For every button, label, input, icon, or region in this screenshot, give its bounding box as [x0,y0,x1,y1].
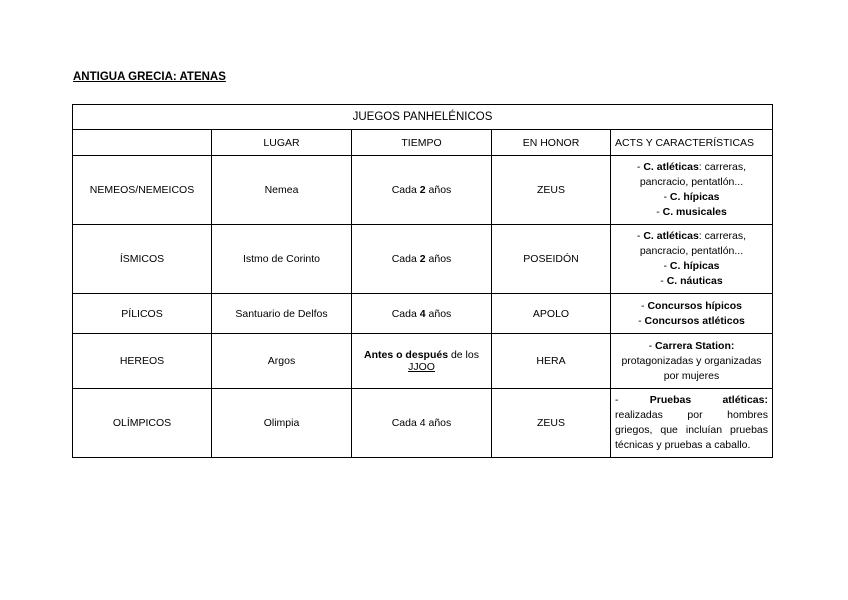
row-name: OLÍMPICOS [73,389,212,458]
row-name: ÍSMICOS [73,225,212,294]
table-row [73,294,773,334]
table-row [73,225,773,294]
row-name: HEREOS [73,334,212,389]
row-tiempo: Cada 2 años [352,225,492,294]
row-tiempo: Cada 2 años [352,156,492,225]
table-header-row [73,130,773,156]
header-acts: ACTS Y CARACTERÍSTICAS [611,130,773,156]
row-acts: - Concursos hípicos - Concursos atléticos [611,294,773,334]
row-acts: - Carrera Station: protagonizadas y organizadas por mujeres [611,334,773,389]
row-lugar: Olimpia [212,389,352,458]
row-honor: HERA [492,334,611,389]
header-honor: EN HONOR [492,130,611,156]
row-honor: POSEIDÓN [492,225,611,294]
row-name: NEMEOS/NEMEICOS [73,156,212,225]
table-row [73,334,773,389]
row-tiempo: Antes o después de los JJOO [352,334,492,389]
row-acts: - C. atléticas: carreras, pancracio, pentatlón... - C. hípicas - C. náuticas [611,225,773,294]
table-row [73,156,773,225]
header-lugar: LUGAR [212,130,352,156]
header-tiempo: TIEMPO [352,130,492,156]
row-tiempo: Cada 4 años [352,389,492,458]
document-title: ANTIGUA GRECIA: ATENAS [73,71,226,83]
row-acts: - Pruebas atléticas: realizadas por hombres griegos, que incluían pruebas técnicas y pruebas a caballo. [611,389,773,458]
table-row [73,389,773,458]
row-lugar: Santuario de Delfos [212,294,352,334]
row-acts: - C. atléticas: carreras, pancracio, pentatlón... - C. hípicas - C. musicales [611,156,773,225]
table-caption: JUEGOS PANHELÉNICOS [73,105,773,130]
jjoo-link[interactable]: JJOO [408,361,435,373]
row-honor: ZEUS [492,389,611,458]
games-table [72,104,773,458]
row-honor: APOLO [492,294,611,334]
row-lugar: Argos [212,334,352,389]
row-tiempo: Cada 4 años [352,294,492,334]
row-honor: ZEUS [492,156,611,225]
row-lugar: Istmo de Corinto [212,225,352,294]
table-caption-row [73,105,773,130]
row-lugar: Nemea [212,156,352,225]
header-blank [73,130,212,156]
row-name: PÍLICOS [73,294,212,334]
